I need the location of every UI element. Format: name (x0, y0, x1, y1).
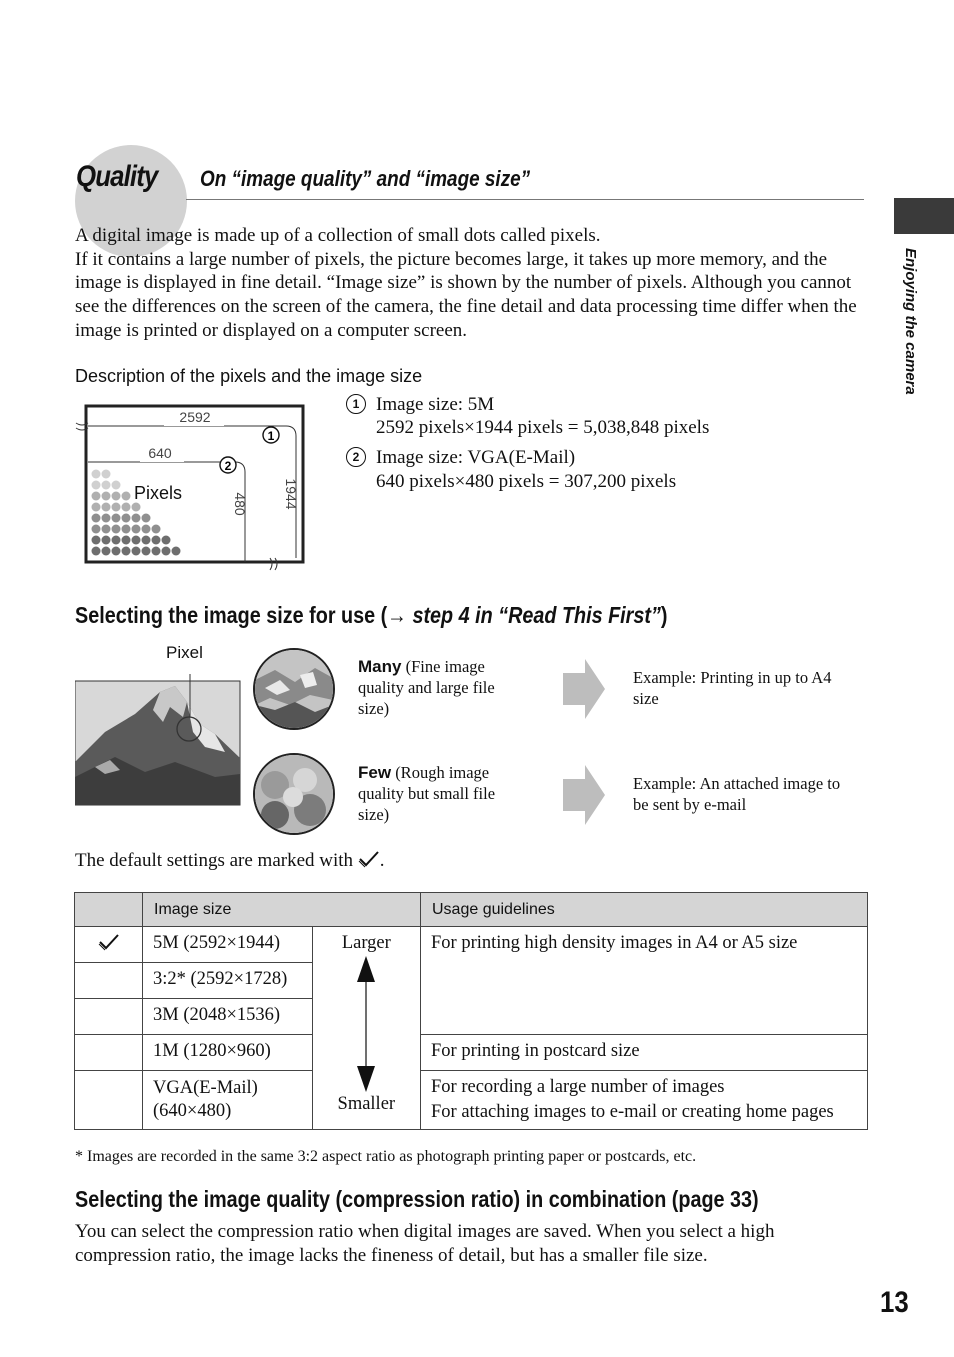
default-check-icon (358, 850, 380, 868)
table-row (75, 1071, 868, 1130)
pixel-item-2-line1: Image size: VGA(E-Mail) (376, 447, 576, 468)
arrow-right-icon (563, 765, 605, 825)
mark-cell (75, 999, 143, 1035)
size-cell (143, 1071, 313, 1130)
size-cell: 5M (2592×1944) (143, 927, 313, 963)
mark-cell (75, 1035, 143, 1071)
marker-2: 2 (224, 459, 232, 473)
usage-cell: For printing high density images in A4 or A5 size (421, 927, 868, 1035)
image-size-table (74, 892, 868, 1130)
table-row (75, 1035, 868, 1071)
size-scale-cell (312, 927, 420, 1130)
few-description (358, 762, 528, 825)
section-subtitle: On “image quality” and “image size” (200, 166, 531, 191)
arrow-icon: → (387, 602, 407, 628)
page-number: 13 (880, 1286, 909, 1319)
table-header-mark (75, 893, 143, 927)
pixels-label: Pixels (134, 483, 183, 503)
usage-cell-line2: For attaching images to e-mail or creating home pages (431, 1102, 834, 1122)
default-check-icon (98, 933, 120, 951)
image-size-heading (75, 602, 667, 629)
many-example: Example: Printing in up to A4 size (633, 668, 832, 708)
few-example: Example: An attached image to be sent by e-mail (633, 774, 841, 814)
rough-image-sample (253, 753, 335, 835)
height-label-1944: 1944 (283, 478, 299, 510)
many-text: (Fine image quality and large file size) (358, 657, 495, 718)
size-scale-arrow-icon (351, 954, 381, 1094)
pixel-item-1-line1: Image size: 5M (376, 394, 495, 415)
usage-cell-line1: For recording a large number of images (431, 1077, 725, 1097)
header-divider (186, 199, 864, 200)
intro-line-2: If it contains a large number of pixels, the picture becomes large, it takes up more memory, and the image is displayed in fine detail. “Image size” is shown by the number of pixels. Although you cannot see the differences on the screen of the camera, the fine detail and data processing time differ when the image is printed or displayed on a computer screen. (75, 248, 857, 341)
arrow-right-icon (563, 659, 605, 719)
pixels-heading: Description of the pixels and the image size (75, 366, 423, 386)
image-size-heading-link[interactable]: step 4 in “Read This First” (406, 602, 661, 628)
chapter-tab-label: Enjoying the camera (902, 248, 919, 395)
fine-image-sample (253, 648, 335, 730)
mark-cell (75, 1071, 143, 1130)
width-label-2592: 2592 (179, 409, 211, 425)
default-mark-cell (75, 927, 143, 963)
height-label-480: 480 (232, 492, 248, 516)
few-label: Few (358, 763, 392, 782)
pixel-item-2 (346, 447, 366, 467)
usage-cell (421, 1071, 868, 1130)
image-size-heading-end: ) (660, 602, 668, 628)
footnote: * Images are recorded in the same 3:2 aspect ratio as photograph printing paper or postcards, etc. (75, 1148, 697, 1165)
image-quality-heading: Selecting the image quality (compression ratio) in combination (page 33) (75, 1186, 759, 1212)
pixel-item-1-line2: 2592 pixels×1944 pixels = 5,038,848 pixels (376, 417, 710, 438)
table-row (75, 927, 868, 963)
default-note-text: The default settings are marked with (75, 850, 354, 871)
item-number-2: 2 (346, 447, 366, 467)
mark-cell (75, 963, 143, 999)
larger-label: Larger (341, 933, 391, 953)
marker-1: 1 (267, 429, 275, 443)
page-title: Quality (76, 160, 158, 193)
table-header-usage: Usage guidelines (421, 893, 868, 927)
size-cell-line1: VGA(E-Mail) (153, 1078, 258, 1098)
size-cell: 3M (2048×1536) (143, 999, 313, 1035)
image-quality-paragraph: You can select the compression ratio when digital images are saved. When you select a high compression ratio, the image lacks the fineness of detail, but has a smaller file size. (75, 1221, 775, 1266)
table-header-size: Image size (143, 893, 421, 927)
smaller-label: Smaller (337, 1094, 396, 1114)
pixel-label: Pixel (166, 643, 203, 662)
intro-line-1: A digital image is made up of a collection of small dots called pixels. (75, 225, 601, 246)
many-label: Many (358, 657, 402, 676)
intro-paragraph (75, 224, 865, 343)
few-text: (Rough image quality but small file size) (358, 763, 496, 824)
chapter-tab-marker (894, 198, 954, 234)
width-label-640: 640 (148, 445, 172, 461)
table-header-row (75, 893, 868, 927)
item-number-1: 1 (346, 394, 366, 414)
pixel-item-2-line2: 640 pixels×480 pixels = 307,200 pixels (376, 471, 677, 492)
many-description (358, 656, 528, 719)
size-cell-line2: (640×480) (153, 1101, 232, 1121)
size-cell: 1M (1280×960) (143, 1035, 313, 1071)
image-size-heading-start: Selecting the image size for use ( (75, 602, 388, 628)
usage-cell: For printing in postcard size (421, 1035, 868, 1071)
default-settings-note: The default settings are marked with . (75, 850, 385, 871)
pixel-size-diagram (72, 398, 312, 583)
pixel-item-1 (346, 394, 366, 414)
size-cell: 3:2* (2592×1728) (143, 963, 313, 999)
